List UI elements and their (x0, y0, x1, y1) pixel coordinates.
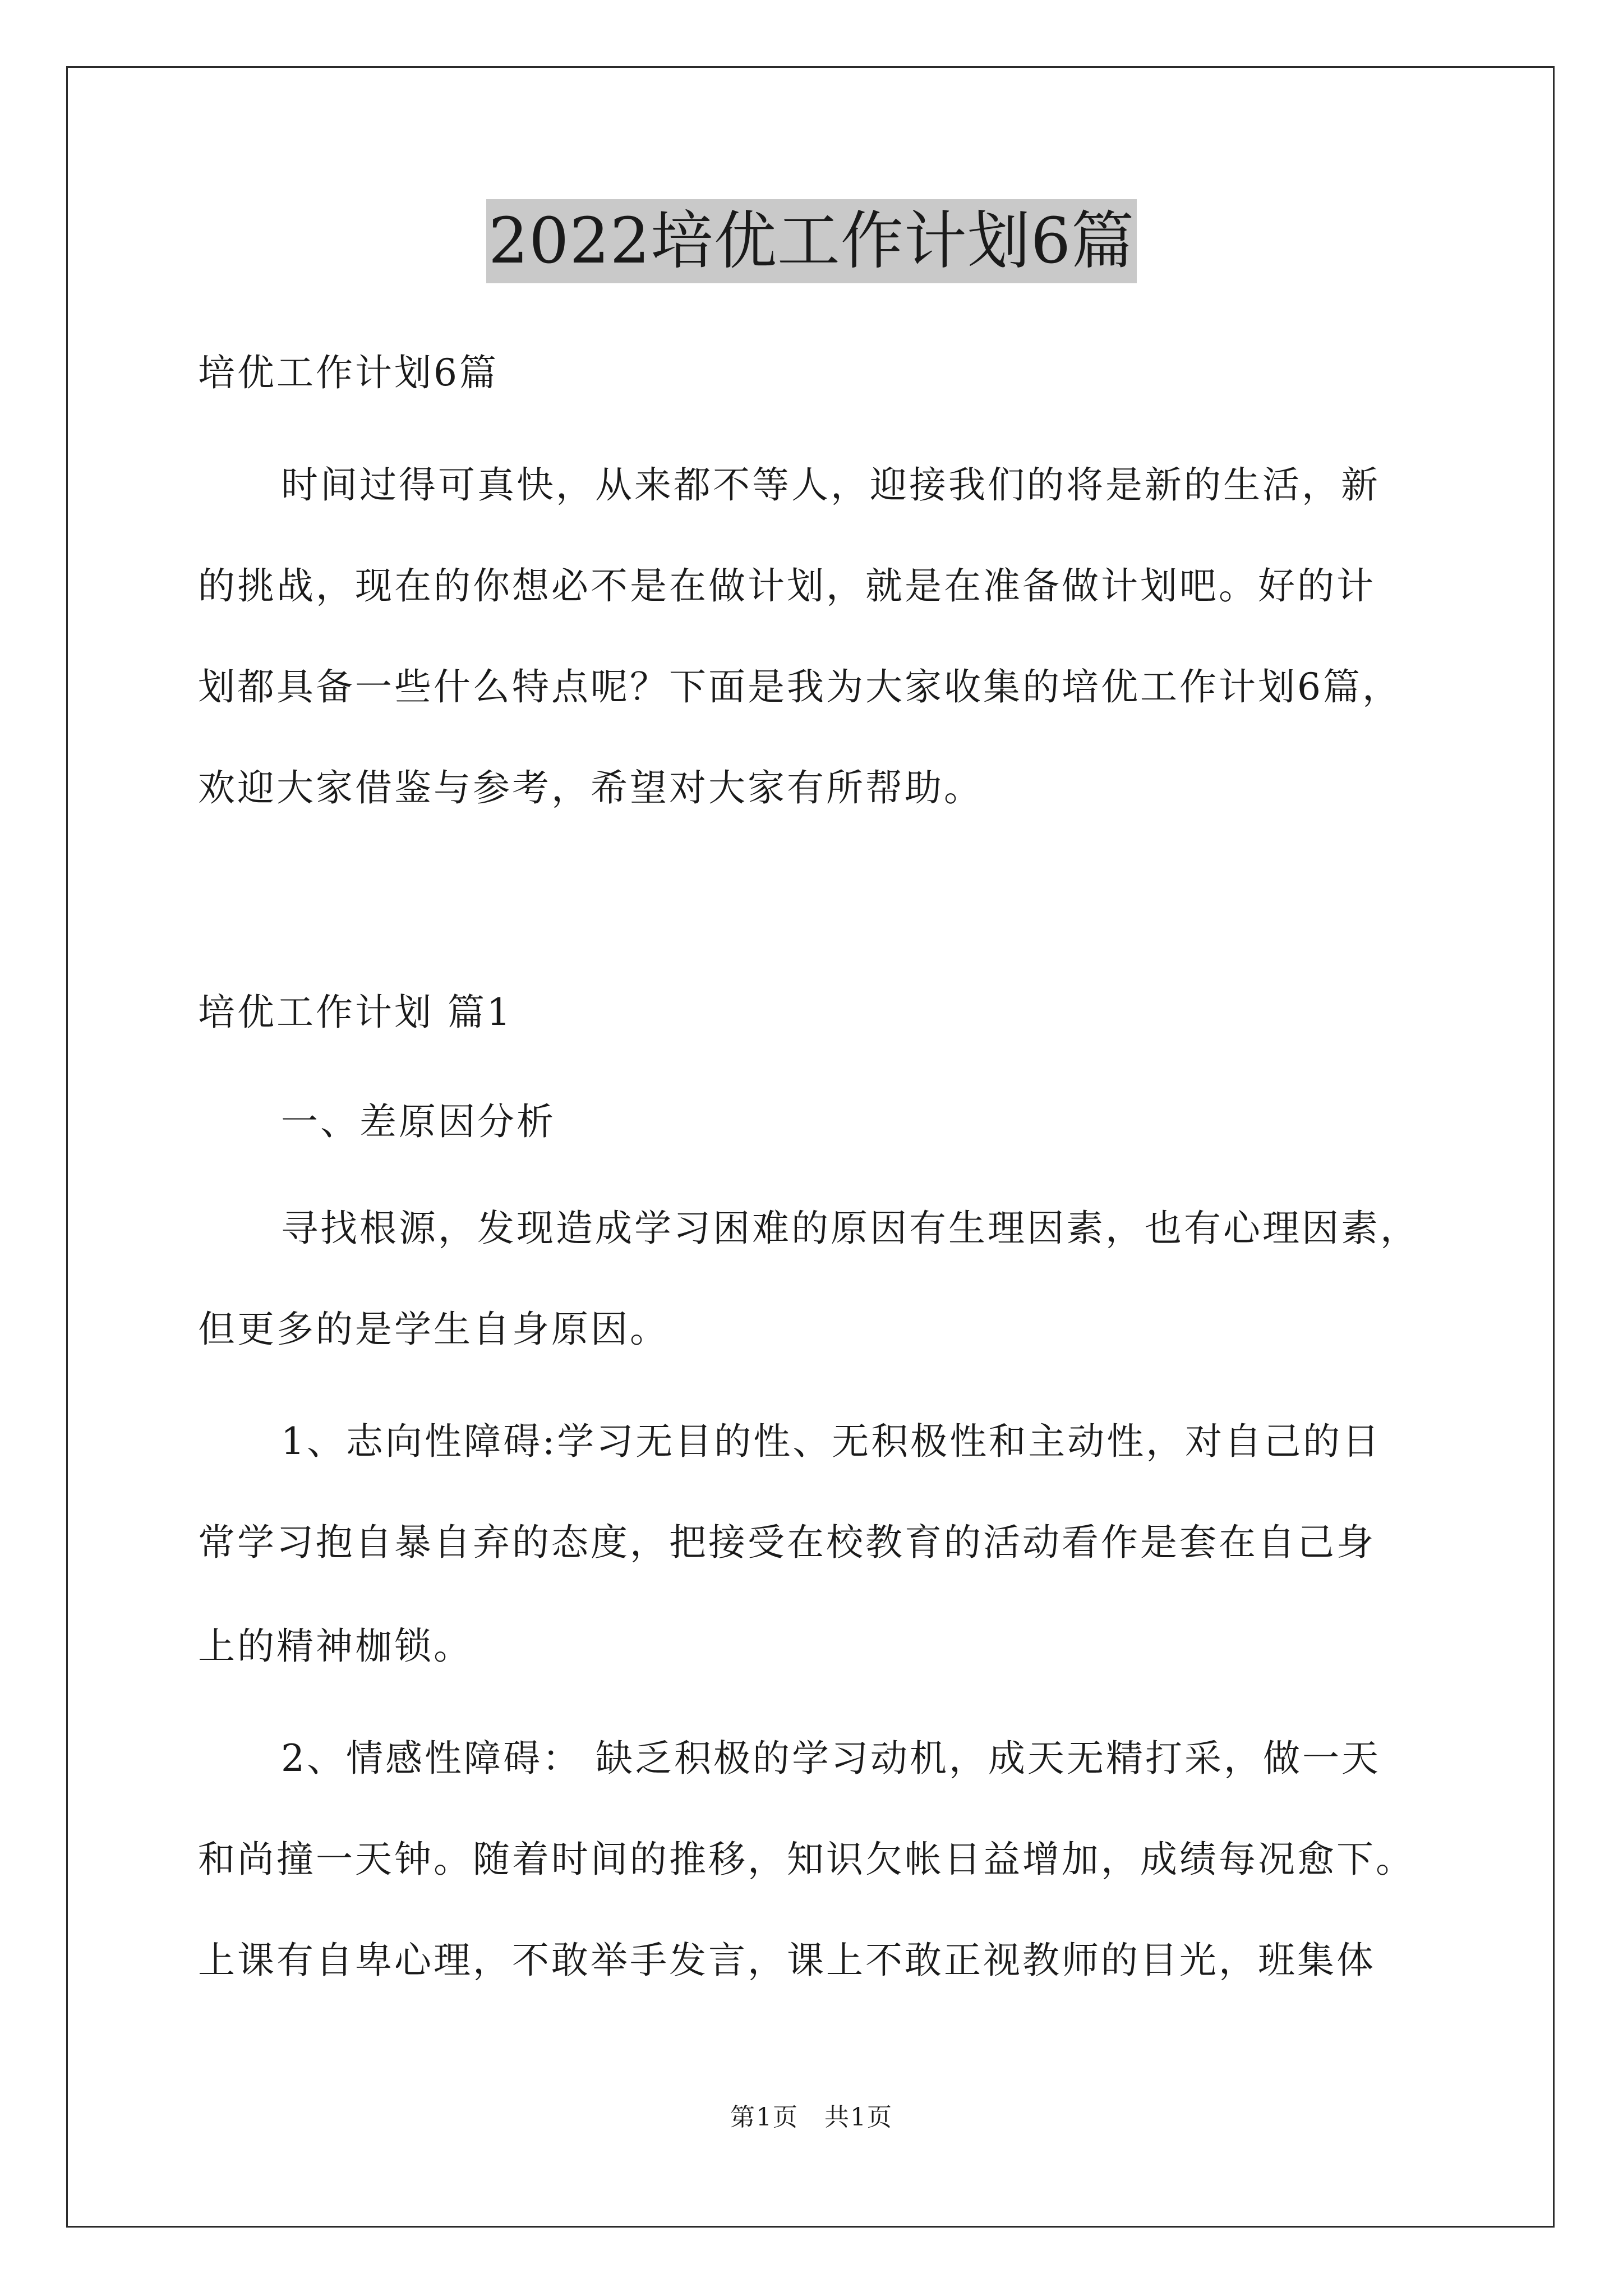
document-title: 2022培优工作计划6篇 (486, 199, 1137, 283)
paragraph-line: 上的精神枷锁。 (198, 1625, 473, 1668)
paragraph-line: 划都具备一些什么特点呢？下面是我为大家收集的培优工作计划6篇， (198, 665, 1401, 708)
section-heading: 培优工作计划 篇1 (198, 991, 513, 1034)
paragraph-line: 寻找根源，发现造成学习困难的原因有生理因素，也有心理因素， (281, 1207, 1419, 1250)
paragraph-line: 的挑战，现在的你想必不是在做计划，就是在准备做计划吧。好的计 (198, 564, 1376, 608)
paragraph-line: 但更多的是学生自身原因。 (198, 1308, 669, 1351)
subheading: 一、差原因分析 (281, 1100, 556, 1143)
paragraph-line: 2、情感性障碍： 缺乏积极的学习动机，成天无精打采，做一天 (281, 1737, 1381, 1780)
paragraph-line: 常学习抱自暴自弃的态度，把接受在校教育的活动看作是套在自己身 (198, 1521, 1376, 1564)
subtitle-line: 培优工作计划6篇 (198, 351, 499, 394)
paragraph-line: 和尚撞一天钟。随着时间的推移，知识欠帐日益增加，成绩每况愈下。 (198, 1838, 1415, 1881)
paragraph-line: 欢迎大家借鉴与参考，希望对大家有所帮助。 (198, 766, 983, 809)
paragraph-line: 时间过得可真快，从来都不等人，迎接我们的将是新的生活，新 (281, 463, 1380, 507)
paragraph-line: 1、志向性障碍:学习无目的性、无积极性和主动性，对自己的日 (281, 1420, 1382, 1463)
title-container (0, 199, 1623, 283)
page-footer: 第1页 共1页 (730, 2103, 893, 2132)
paragraph-line: 上课有自卑心理，不敢举手发言，课上不敢正视教师的目光，班集体 (198, 1939, 1376, 1982)
